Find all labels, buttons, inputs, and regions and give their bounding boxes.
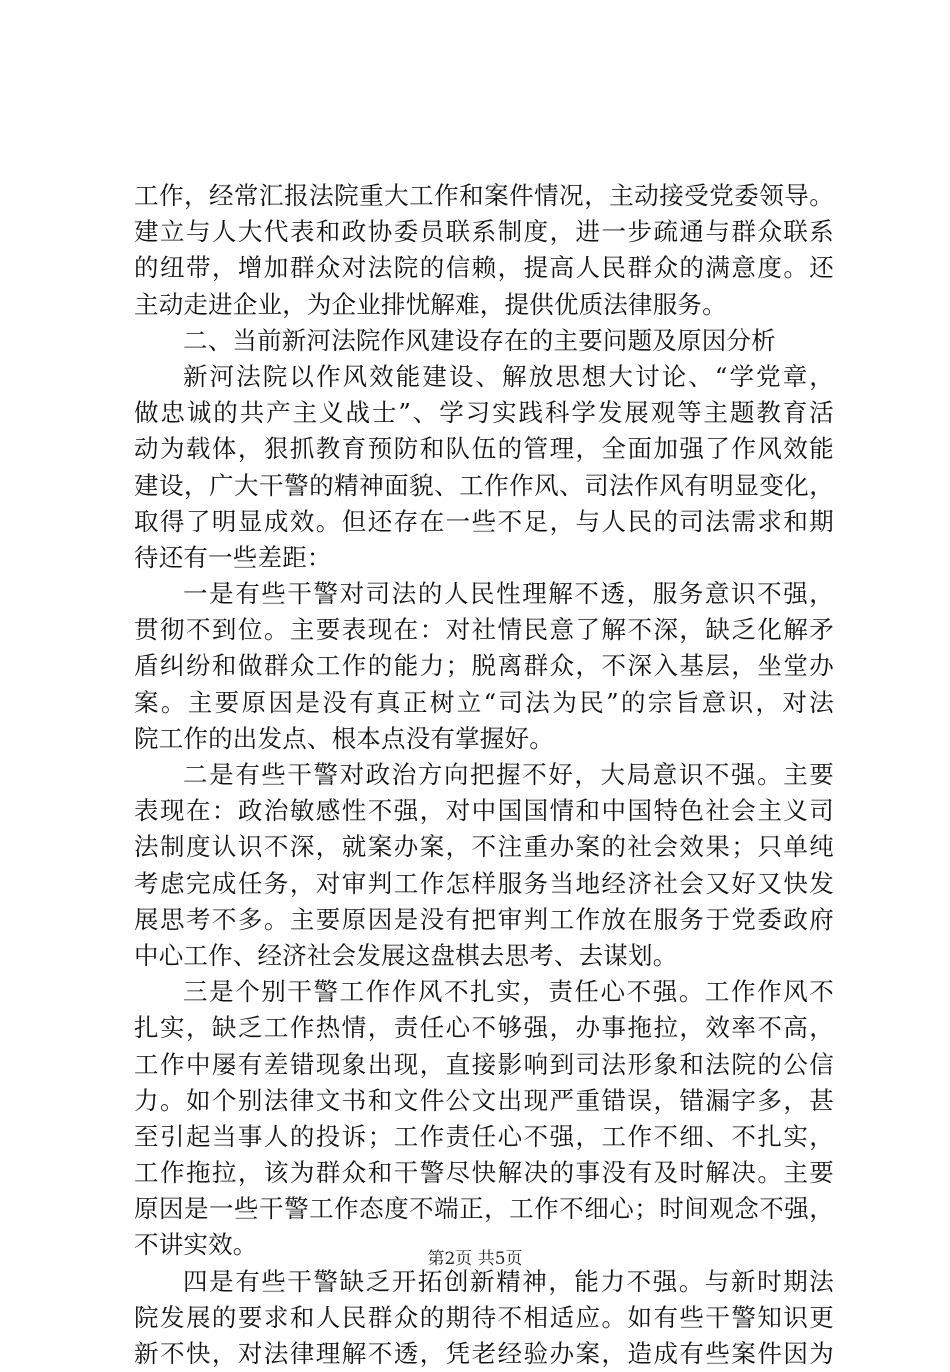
- paragraph-line: 展思考不多。主要原因是没有把审判工作放在服务于党委政府: [134, 904, 834, 934]
- paragraph-line: 力。如个别法律文书和文件公文出现严重错误，错漏字多，甚: [134, 1085, 834, 1115]
- paragraph-first-line: 四是有些干警缺乏开拓创新精神，能力不强。与新时期法: [183, 1266, 834, 1296]
- paragraph-line: 院发展的要求和人民群众的期待不相适应。如有些干警知识更: [134, 1302, 834, 1332]
- paragraph-line: 建立与人大代表和政协委员联系制度，进一步疏通与群众联系: [134, 217, 834, 247]
- paragraph-line: 案。主要原因是没有真正树立“司法为民”的宗旨意识，对法: [134, 687, 834, 717]
- paragraph-first-line: 二、当前新河法院作风建设存在的主要问题及原因分析: [183, 325, 776, 355]
- page-footer: 第2页 共5页: [427, 1249, 523, 1269]
- paragraph-line: 原因是一些干警工作态度不端正，工作不细心；时间观念不强，: [134, 1194, 834, 1224]
- paragraph-line: 考虑完成任务，对审判工作怎样服务当地经济社会又好又快发: [134, 868, 834, 898]
- document-body: [134, 178, 834, 1372]
- paragraph-first-line: 一是有些干警对司法的人民性理解不透，服务意识不强，: [183, 579, 834, 609]
- paragraph-line: 新不快，对法律理解不透，凭老经验办案，造成有些案件因为: [134, 1339, 834, 1368]
- paragraph-line: 动为载体，狠抓教育预防和队伍的管理，全面加强了作风效能: [134, 434, 834, 464]
- paragraph-line: 取得了明显成效。但还存在一些不足，与人民的司法需求和期: [134, 506, 834, 536]
- paragraph-line: 不讲实效。: [134, 1230, 258, 1260]
- paragraph-line: 主动走进企业，为企业排忧解难，提供优质法律服务。: [134, 289, 727, 319]
- paragraph-line: 贯彻不到位。主要表现在：对社情民意了解不深，缺乏化解矛: [134, 615, 834, 645]
- paragraph-line: 工作拖拉，该为群众和干警尽快解决的事没有及时解决。主要: [134, 1158, 834, 1188]
- paragraph-line: 盾纠纷和做群众工作的能力；脱离群众，不深入基层，坐堂办: [134, 651, 834, 681]
- paragraph-line: 工作中屡有差错现象出现，直接影响到司法形象和法院的公信: [134, 1049, 834, 1079]
- paragraph-line: 待还有一些差距：: [134, 542, 332, 572]
- paragraph-line: 表现在：政治敏感性不强，对中国国情和中国特色社会主义司: [134, 796, 834, 826]
- paragraph-line: 中心工作、经济社会发展这盘棋去思考、去谋划。: [134, 940, 678, 970]
- paragraph-line: 工作，经常汇报法院重大工作和案件情况，主动接受党委领导。: [134, 181, 834, 210]
- paragraph-line: 建设，广大干警的精神面貌、工作作风、司法作风有明显变化，: [134, 470, 834, 500]
- paragraph-line: 的纽带，增加群众对法院的信赖，提高人民群众的满意度。还: [134, 253, 834, 283]
- paragraph-line: 扎实，缺乏工作热情，责任心不够强，办事拖拉，效率不高，: [134, 1013, 834, 1043]
- paragraph-line: 做忠诚的共产主义战士”、学习实践科学发展观等主题教育活: [134, 398, 834, 428]
- paragraph-first-line: 新河法院以作风效能建设、解放思想大讨论、“学党章，: [183, 361, 834, 391]
- paragraph-line: 至引起当事人的投诉；工作责任心不强，工作不细、不扎实，: [134, 1121, 834, 1151]
- paragraph-first-line: 二是有些干警对政治方向把握不好，大局意识不强。主要: [183, 760, 834, 789]
- paragraph-line: 法制度认识不深，就案办案，不注重办案的社会效果；只单纯: [134, 832, 834, 862]
- paragraph-line: 院工作的出发点、根本点没有掌握好。: [134, 723, 554, 753]
- paragraph-first-line: 三是个别干警工作作风不扎实，责任心不强。工作作风不: [183, 977, 834, 1007]
